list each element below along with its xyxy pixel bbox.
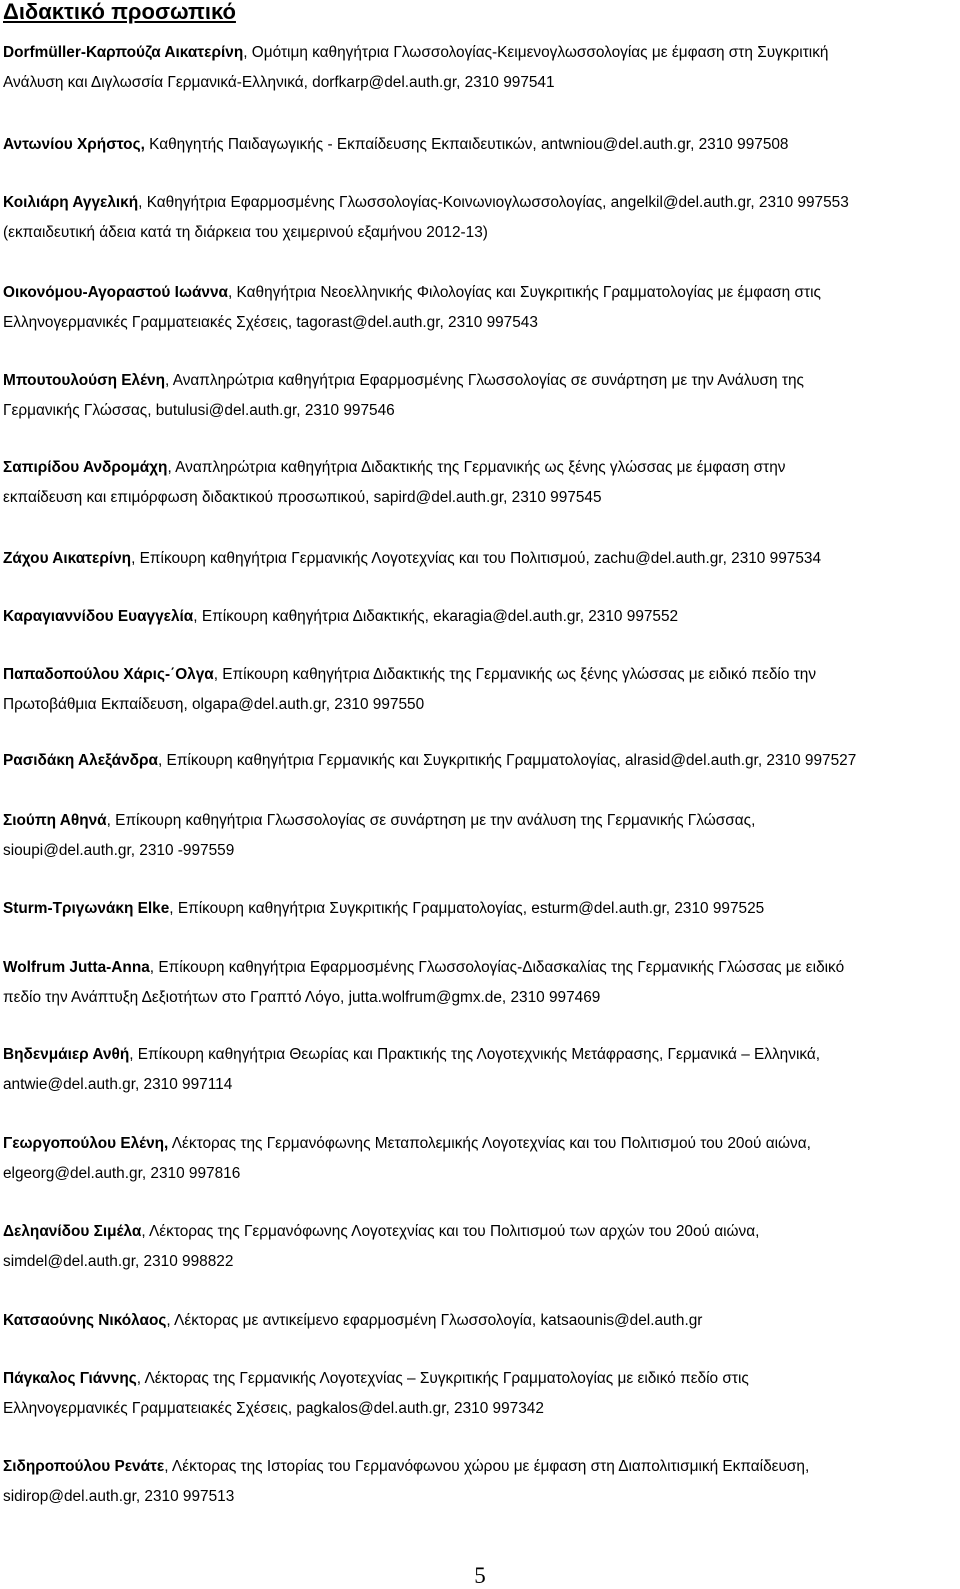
staff-details: , Επίκουρη καθηγήτρια Διδακτικής, ekaragia@del.auth.gr, 2310 997552	[193, 608, 679, 625]
staff-details: , Καθηγήτρια Νεοελληνικής Φιλολογίας και Συγκριτικής Γραμματολογίας με έμφαση στις	[228, 284, 821, 301]
entry-line	[3, 130, 955, 160]
staff-entry-sioupi	[3, 806, 955, 866]
entry-line: Ελληνογερμανικές Γραμματειακές Σχέσεις, tagorast@del.auth.gr, 2310 997543	[3, 314, 538, 331]
staff-name: Dorfmüller-Καρπούζα Αικατερίνη	[3, 44, 244, 61]
staff-name: Σαπιρίδου Ανδρομάχη	[3, 459, 168, 476]
staff-entry-zachou	[3, 544, 955, 574]
staff-entry-karagiannidou	[3, 602, 955, 632]
entry-line	[3, 1452, 955, 1482]
staff-details: Καθηγητής Παιδαγωγικής - Εκπαίδευσης Εκπαιδευτικών, antwniou@del.auth.gr, 2310 997508	[144, 136, 789, 153]
staff-name: Σιούπη Αθηνά	[3, 812, 107, 829]
entry-line: Ελληνογερμανικές Γραμματειακές Σχέσεις, pagkalos@del.auth.gr, 2310 997342	[3, 1400, 544, 1417]
entry-line: εκπαίδευση και επιμόρφωση διδακτικού προσωπικού, sapird@del.auth.gr, 2310 997545	[3, 489, 602, 506]
entry-line: Ανάλυση και Διγλωσσία Γερμανικά-Ελληνικά, dorfkarp@del.auth.gr, 2310 997541	[3, 74, 555, 91]
staff-details: , Λέκτορας με αντικείμενο εφαρμοσμένη Γλωσσολογία, katsaounis@del.auth.gr	[166, 1312, 703, 1329]
staff-name: Βηδενμάιερ Ανθή	[3, 1046, 130, 1063]
staff-name: Πάγκαλος Γιάννης	[3, 1370, 137, 1387]
entry-line	[3, 1306, 955, 1336]
entry-line	[3, 1217, 955, 1247]
entry-line	[3, 278, 955, 308]
page-number: 5	[474, 1563, 486, 1588]
staff-name: Ρασιδάκη Αλεξάνδρα	[3, 752, 158, 769]
staff-name: Γεωργοπούλου Ελένη,	[3, 1135, 169, 1152]
entry-line	[3, 188, 955, 218]
staff-entry-sturm	[3, 894, 955, 924]
staff-entry-boutoulousi	[3, 366, 955, 426]
staff-entry-pagkalos	[3, 1364, 955, 1424]
staff-name: Οικονόμου-Αγοραστού Ιωάννα	[3, 284, 228, 301]
entry-line	[3, 366, 955, 396]
staff-entry-rasidaki	[3, 746, 955, 776]
staff-entry-georgopoulou	[3, 1129, 955, 1189]
entry-line	[3, 453, 955, 483]
entry-line	[3, 660, 955, 690]
staff-name: Σιδηροπούλου Ρενάτε	[3, 1458, 165, 1475]
staff-name: Καραγιαννίδου Ευαγγελία	[3, 608, 194, 625]
staff-name: Wolfrum Jutta-Anna	[3, 959, 150, 976]
staff-name: Sturm-Τριγωνάκη Elke	[3, 900, 170, 917]
staff-details: , Επίκουρη καθηγήτρια Γλωσσολογίας σε συνάρτηση με την ανάλυση της Γερμανικής Γλώσσας,	[106, 812, 756, 829]
staff-details: , Αναπληρώτρια καθηγήτρια Εφαρμοσμένης Γλωσσολογίας σε συνάρτηση με την Ανάλυση της	[165, 372, 804, 389]
staff-entry-sapiridou	[3, 453, 955, 513]
entry-line	[3, 544, 955, 574]
staff-details: , Επίκουρη καθηγήτρια Διδακτικής της Γερμανικής ως ξένης γλώσσας με ειδικό πεδίο την	[213, 666, 817, 683]
staff-details: , Επίκουρη καθηγήτρια Εφαρμοσμένης Γλωσσολογίας-Διδασκαλίας της Γερμανικής Γλώσσας με ειδικό	[149, 959, 845, 976]
staff-name: Δεληανίδου Σιμέλα	[3, 1223, 142, 1240]
staff-entry-papadopoulou	[3, 660, 955, 720]
staff-details: Λέκτορας της Γερμανόφωνης Μεταπολεμικής Λογοτεχνίας και του Πολιτισμού του 20ού αιώνα,	[168, 1135, 811, 1152]
entry-line	[3, 602, 955, 632]
staff-name: Μπουτουλούση Ελένη	[3, 372, 165, 389]
entry-line	[3, 894, 955, 924]
entry-line	[3, 38, 955, 68]
entry-line: (εκπαιδευτική άδεια κατά τη διάρκεια του χειμερινού εξαμήνου 2012-13)	[3, 224, 488, 241]
entry-line: Πρωτοβάθμια Εκπαίδευση, olgapa@del.auth.gr, 2310 997550	[3, 696, 425, 713]
staff-details: , Λέκτορας της Γερμανικής Λογοτεχνίας – Συγκριτικής Γραμματολογίας με ειδικό πεδίο στις	[136, 1370, 749, 1387]
staff-name: Κατσαούνης Νικόλαος	[3, 1312, 167, 1329]
staff-details: , Επίκουρη καθηγήτρια Γερμανικής και Συγκριτικής Γραμματολογίας, alrasid@del.auth.gr, 2310 997527	[158, 752, 857, 769]
staff-entry-delianidou	[3, 1217, 955, 1277]
entry-line: sidirop@del.auth.gr, 2310 997513	[3, 1488, 235, 1505]
entry-line: πεδίο την Ανάπτυξη Δεξιοτήτων στο Γραπτό Λόγο, jutta.wolfrum@gmx.de, 2310 997469	[3, 989, 601, 1006]
staff-details: , Επίκουρη καθηγήτρια Γερμανικής Λογοτεχνίας και του Πολιτισμού, zachu@del.auth.gr, 2310 997534	[131, 550, 822, 567]
entry-line	[3, 1040, 955, 1070]
staff-name: Αντωνίου Χρήστος,	[3, 136, 145, 153]
entry-line	[3, 953, 955, 983]
entry-line: simdel@del.auth.gr, 2310 998822	[3, 1253, 234, 1270]
staff-details: , Καθηγήτρια Εφαρμοσμένης Γλωσσολογίας-Κοινωνιογλωσσολογίας, angelkil@del.auth.gr, 2310 997553	[138, 194, 849, 211]
staff-details: , Λέκτορας της Γερμανόφωνης Λογοτεχνίας και του Πολιτισμού των αρχών του 20ού αιώνα,	[141, 1223, 760, 1240]
staff-entry-koiliari	[3, 188, 955, 248]
entry-line: sioupi@del.auth.gr, 2310 -997559	[3, 842, 235, 859]
entry-line	[3, 746, 955, 776]
staff-entry-dorfmuller	[3, 38, 955, 98]
staff-entry-oikonomou	[3, 278, 955, 338]
entry-line: elgeorg@del.auth.gr, 2310 997816	[3, 1165, 241, 1182]
staff-details: , Επίκουρη καθηγήτρια Συγκριτικής Γραμματολογίας, esturm@del.auth.gr, 2310 997525	[169, 900, 765, 917]
staff-entry-videnmaier	[3, 1040, 955, 1100]
staff-details: , Ομότιμη καθηγήτρια Γλωσσολογίας-Κειμενογλωσσολογίας με έμφαση στη Συγκριτική	[243, 44, 829, 61]
staff-details: , Αναπληρώτρια καθηγήτρια Διδακτικής της Γερμανικής ως ξένης γλώσσας με έμφαση στην	[167, 459, 786, 476]
staff-entry-antwniou	[3, 130, 955, 160]
entry-line	[3, 1129, 955, 1159]
staff-name: Παπαδοπούλου Χάρις-΄Ολγα	[3, 666, 214, 683]
staff-details: , Λέκτορας της Ιστορίας του Γερμανόφωνου χώρου με έμφαση στη Διαπολιτισμική Εκπαίδευση,	[164, 1458, 810, 1475]
staff-details: , Επίκουρη καθηγήτρια Θεωρίας και Πρακτικής της Λογοτεχνικής Μετάφρασης, Γερμανικά – Ελληνικά,	[129, 1046, 821, 1063]
entry-line	[3, 806, 955, 836]
entry-line: antwie@del.auth.gr, 2310 997114	[3, 1076, 233, 1093]
entry-line	[3, 1364, 955, 1394]
section-title: Διδακτικό προσωπικό	[3, 0, 236, 24]
staff-entry-sidiropoulou	[3, 1452, 955, 1512]
staff-entry-katsaounis	[3, 1306, 955, 1336]
staff-entry-wolfrum	[3, 953, 955, 1013]
staff-name: Ζάχου Αικατερίνη	[3, 550, 132, 567]
staff-name: Κοιλιάρη Αγγελική	[3, 194, 139, 211]
entry-line: Γερμανικής Γλώσσας, butulusi@del.auth.gr, 2310 997546	[3, 402, 395, 419]
